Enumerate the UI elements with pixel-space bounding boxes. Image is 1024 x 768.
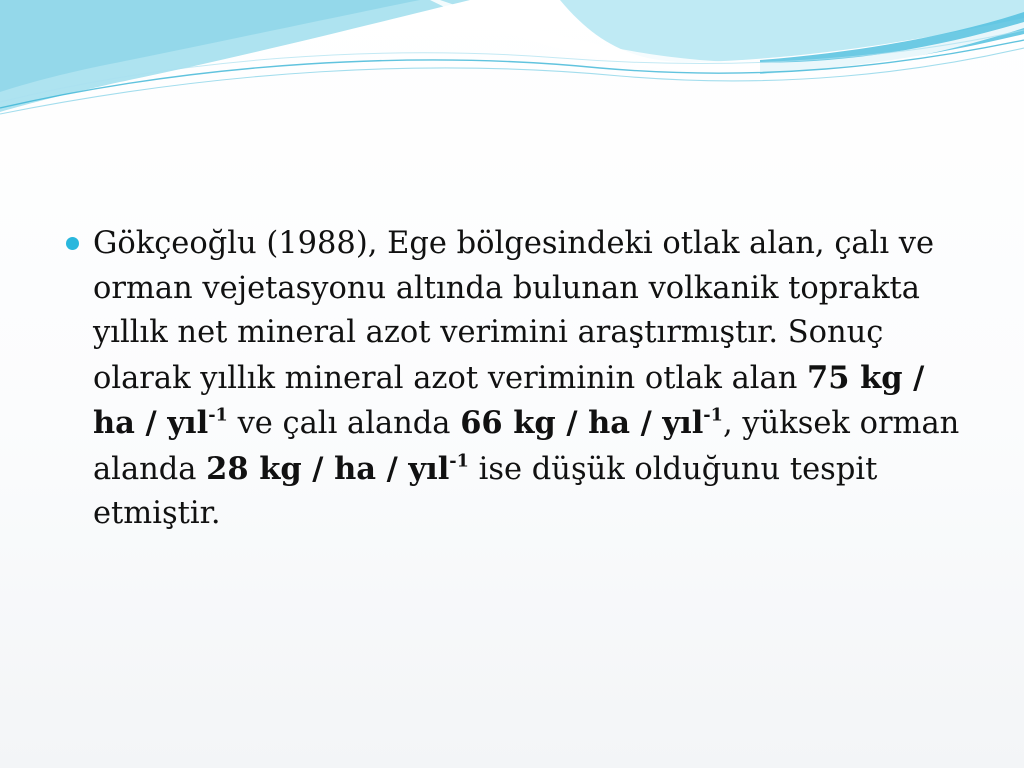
forest-yield-value: 28 kg / ha / yıl [206,450,450,487]
grassland-yield-value: 75 kg / ha / yıl [93,359,925,441]
paragraph-text-2: ve çalı alanda [227,406,461,441]
bullet-paragraph [93,222,966,537]
bullet-icon [66,237,79,250]
shrubland-yield-exponent: -1 [703,404,723,426]
grassland-yield-exponent: -1 [208,404,228,426]
paragraph-text-3: , yüksek orman alanda [93,406,960,487]
forest-yield-exponent: -1 [449,449,469,471]
header-wave-decoration [0,0,1024,130]
shrubland-yield-value: 66 kg / ha / yıl [460,405,704,441]
bullet-item [66,222,966,537]
paragraph-text-1: Gökçeoğlu (1988), Ege bölgesindeki otlak alan, çalı ve orman vejetasyonu altında bulunan volkanik toprakta yıllık net mineral azot verimini araştırmıştır. Sonuç olarak yıllık mineral azot veriminin otlak alan [93,226,935,396]
slide-content [66,222,966,537]
paragraph-text-4: ise düşük olduğunu tespit etmiştir. [93,451,878,531]
